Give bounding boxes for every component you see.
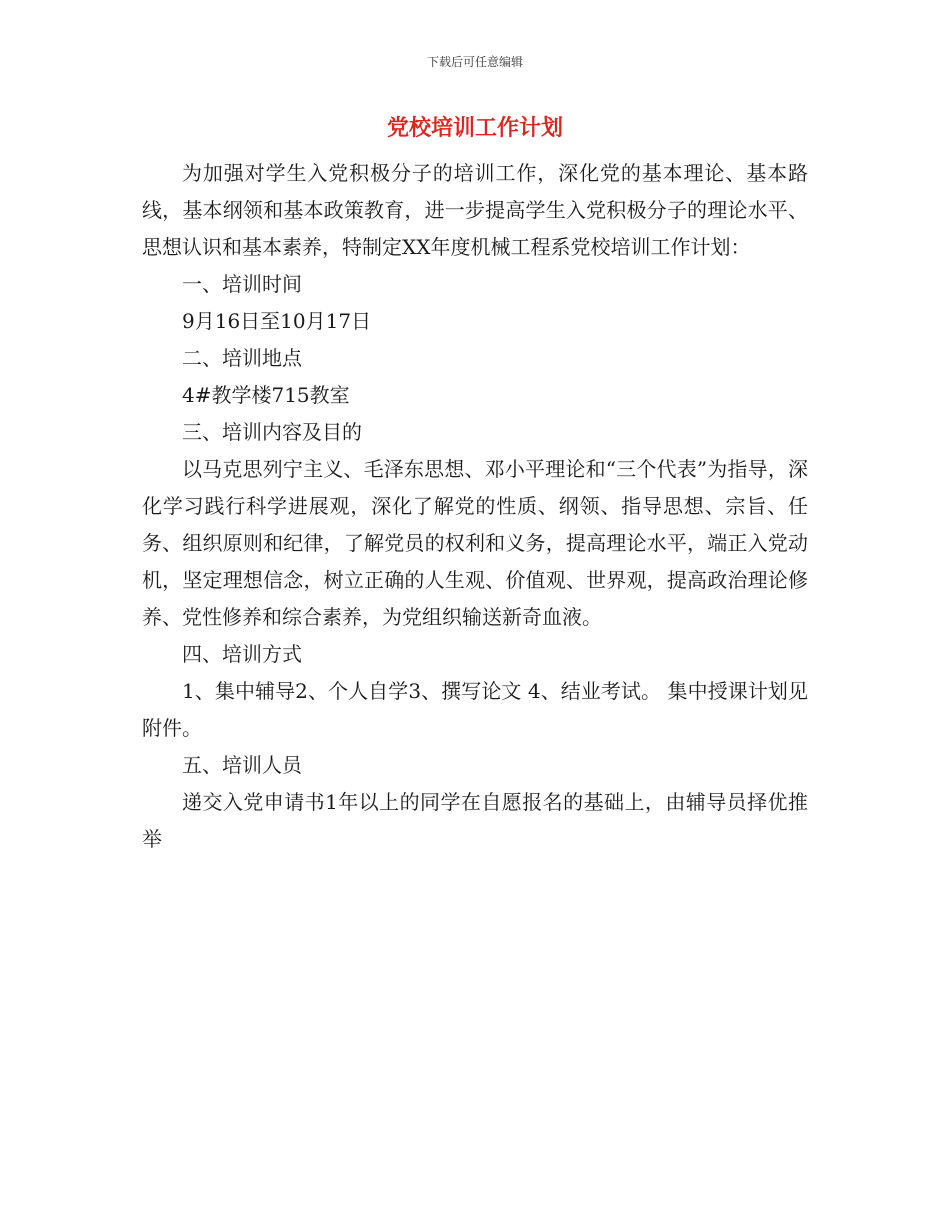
- section-heading-content: 三、培训内容及目的: [182, 420, 362, 444]
- section-heading-personnel: 五、培训人员: [182, 753, 302, 777]
- section-heading-location: 二、培训地点: [182, 346, 302, 370]
- paragraph-location: 4#教学楼715教室: [182, 383, 350, 407]
- section-heading-method: 四、培训方式: [182, 642, 302, 666]
- paragraph-method: 1、集中辅导2、个人自学3、撰写论文 4、结业考试。 集中授课计划见附件。: [142, 679, 808, 740]
- paragraph-intro: 为加强对学生入党积极分子的培训工作，深化党的基本理论、基本路线，基本纲领和基本政策教育，进一步提高学生入党积极分子的理论水平、思想认识和基本素养，特制定XX年度机械工程系党校培训工作计划：: [142, 161, 808, 259]
- section-heading-time: 一、培训时间: [182, 272, 302, 296]
- header-note: 下载后可任意编辑: [426, 55, 523, 69]
- document-title: 党校培训工作计划: [386, 115, 563, 141]
- paragraph-personnel: 递交入党申请书1年以上的同学在自愿报名的基础上，由辅导员择优推举: [142, 790, 808, 851]
- paragraph-content: 以马克思列宁主义、毛泽东思想、邓小平理论和“三个代表”为指导，深化学习践行科学进展观，深化了解党的性质、纲领、指导思想、宗旨、任务、组织原则和纪律，了解党员的权利和义务，提高理论水平，端正入党动机，坚定理想信念，树立正确的人生观、价值观、世界观，提高政治理论修养、党性修养和综合素养，为党组织输送新奇血液。: [142, 457, 808, 629]
- document-body: [142, 155, 808, 858]
- paragraph-time: 9月16日至10月17日: [182, 309, 372, 333]
